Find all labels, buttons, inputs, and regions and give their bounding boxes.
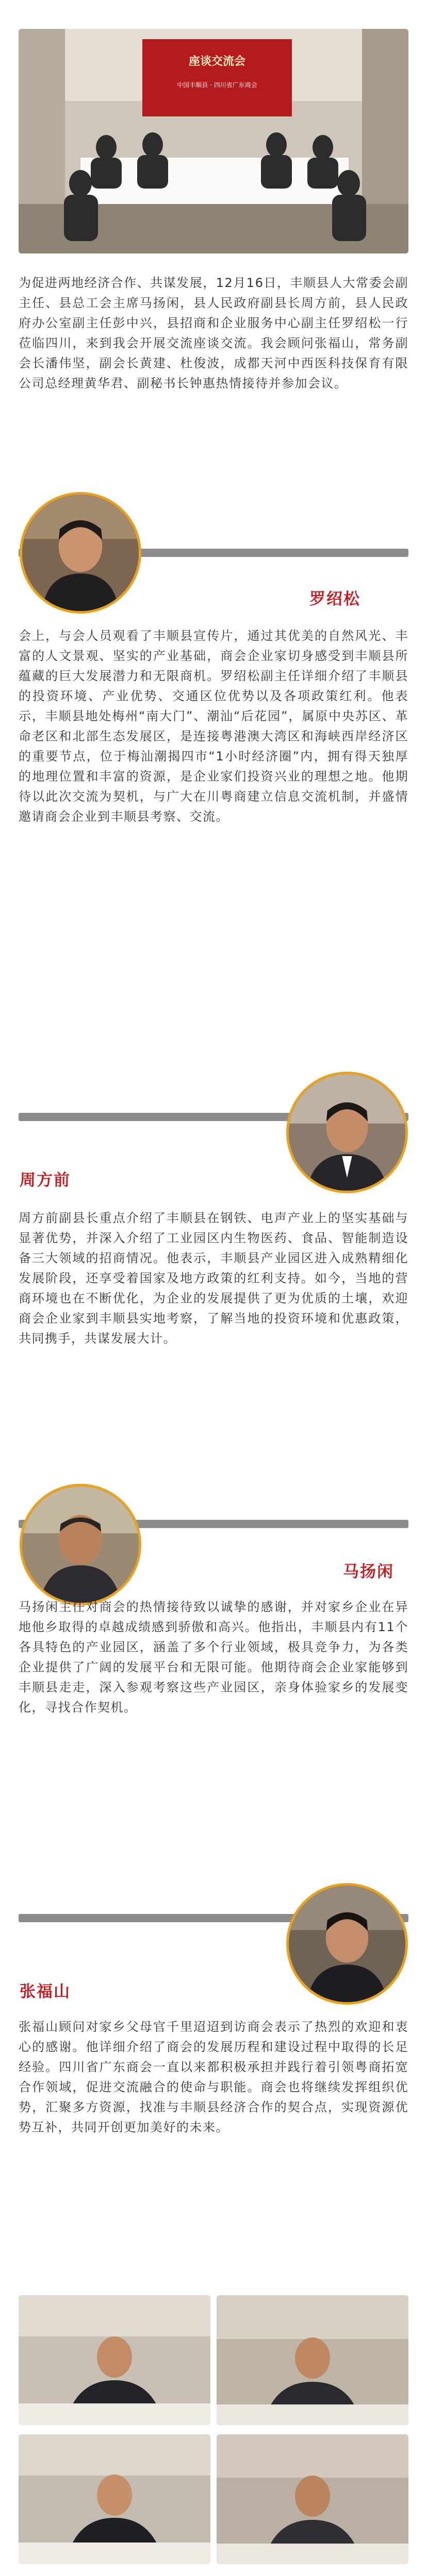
portrait-zhang-fushan [286,1883,408,2005]
ma-speech-paragraph: 马扬闲主任对商会的热情接待致以诚挚的感谢，并对家乡企业在异地他乡取得的卓越成绩感到骄傲和高兴。他指出，丰顺县内有11个各具特色的产业园区，涵盖了多个行业领域，极具竞争力，为各类企业提供了广阔的发展平台和无限可能。他期待商会企业家能够到丰顺县走走，深入参观考察这些产业园区，亲身体验家乡的发展变化，寻找合作契机。 [19,1600,408,1715]
attendee-photo-2 [217,2295,408,2425]
speaker-name-ma: 马扬闲 [343,1563,394,1581]
attendee-photo-3 [19,2434,210,2564]
attendee-photo-4 [217,2434,408,2564]
speaker-name-zhou: 周方前 [20,1171,71,1190]
banner-title: 座谈交流会 [188,55,245,68]
portrait-zhou-fangqian [286,1072,408,1193]
attendee-photo-1 [19,2295,210,2425]
speaker-name-zhang: 张福山 [20,1982,71,2001]
banner-subtitle: 中国丰顺县 · 四川省广东商会 [177,81,257,89]
luo-speech-paragraph: 会上，与会人员观看了丰顺县宣传片，通过其优美的自然风光、丰富的人文景观、坚实的产业基础，商会企业家切身感受到丰顺县所蕴藏的巨大发展潜力和无限商机。罗绍松副主任详细介绍了丰顺县的投资环境、产业优势、交通区位优势以及各项政策红利。他表示，丰顺县地处梅州“南大门”、潮汕“后花园”，属原中央苏区、革命老区和北部生态发展区，是连接粤港澳大湾区和海峡西岸经济区的重要节点，位于梅汕潮揭四市“1小时经济圈”内，拥有得天独厚的地理位置和丰富的资源，是企业家们投资兴业的理想之地。他期待以此次交流为契机，与广大在川粤商建立信息交流机制，并盛情邀请商会企业到丰顺县考察、交流。 [19,629,408,824]
speaker-name-luo: 罗绍松 [309,590,360,608]
meeting-banner-photo [19,29,408,253]
portrait-ma-yangxian [20,1484,141,1605]
portrait-luo-shaosong [20,492,141,614]
zhang-speech-paragraph: 张福山顾问对家乡父母官千里迢迢到访商会表示了热烈的欢迎和衷心的感谢。他详细介绍了商会的发展历程和建设过程中取得的长足经验。四川省广东商会一直以来都积极承担并践行着引领粤商拓宽合作领域，促进交流融合的使命与职能。商会也将继续发挥组织优势，汇聚多方资源，找准与丰顺县经济合作的契合点，实现资源优势互补，共同开创更加美好的未来。 [19,2020,408,2134]
zhou-speech-paragraph: 周方前副县长重点介绍了丰顺县在钢铁、电声产业上的坚实基础与显著优势，并深入介绍了工业园区内生物医药、食品、智能制造设备三大领域的招商情况。他表示，丰顺县产业园区进入成熟精细化发展阶段，还享受着国家及地方政策的红利支持。如今，当地的营商环境也在不断优化，为企业的发展提供了更为优质的土壤，欢迎商会企业家到丰顺县实地考察，了解当地的投资环境和优惠政策，共同携手，共谋发展大计。 [19,1211,408,1346]
intro-paragraph: 为促进两地经济合作、共谋发展，12月16日，丰顺县人大常委会副主任、县总工会主席马扬闲，县人民政府副县长周方前，县人民政府办公室副主任彭中兴，县招商和企业服务中心副主任罗绍松一行莅临四川，来到我会开展交流座谈交流。我会顾问张福山，常务副会长潘伟坚，副会长黄建、杜俊波，成都天河中西医科技保育有限公司总经理黄华君、副秘书长钟惠热情接待并参加会议。 [19,276,408,391]
